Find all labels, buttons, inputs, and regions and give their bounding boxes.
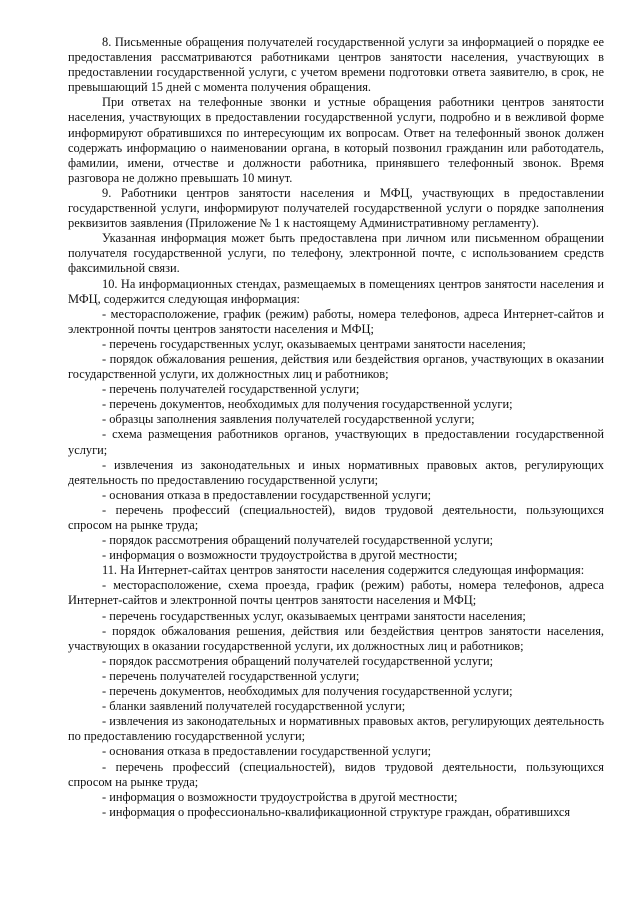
list-item: - перечень получателей государственной услуги;	[102, 668, 360, 683]
paragraph-11-websites: 11. На Интернет-сайтах центров занятости населения содержится следующая информация:	[102, 563, 585, 578]
list-item: - перечень получателей государственной услуги;	[102, 382, 360, 397]
paragraph-phone-answers: При ответах на телефонные звонки и устные обращения работники центров занятости населения, участвующих в предоставлении государственной услуги, подробно и в вежливой форме информируют обратившихся по интересующим их вопросам. Ответ на телефонный звонок должен содержать информацию о наименовании органа, в который позвонил гражданин или работодатель, фамилии, имени, отчестве и должности работника, принявшего телефонный звонок. Время разговора не должно превышать 10 минут.	[68, 95, 604, 185]
list-item: - информация о профессионально-квалификационной структуре граждан, обратившихся	[102, 804, 571, 819]
list-item: - извлечения из законодательных и нормативных правовых актов, регулирующих деятельность по предоставлению государственной услуги;	[68, 714, 604, 744]
paragraph-8-written-requests: 8. Письменные обращения получателей государственной услуги за информацией о порядке ее предоставления рассматриваются работниками центров занятости населения, участвующих в предоставлении государственной услуги, с учетом времени подготовки ответа заявителю, в срок, не превышающий 15 дней с момента получения обращения.	[68, 35, 604, 95]
list-item: - порядок рассмотрения обращений получателей государственной услуги;	[102, 533, 494, 548]
list-item: - перечень государственных услуг, оказываемых центрами занятости населения;	[102, 608, 526, 623]
list-item: - месторасположение, график (режим) работы, номера телефонов, адреса Интернет-сайтов и электронной почты центров занятости населения и МФЦ;	[68, 306, 604, 336]
paragraph-10-info-stands: 10. На информационных стендах, размещаемых в помещениях центров занятости населения и МФЦ, содержится следующая информация:	[68, 276, 604, 306]
list-item: - порядок обжалования решения, действия или бездействия центров занятости населения, участвующих в оказании государственной услуги, их должностных лиц и работников;	[68, 623, 604, 653]
list-item: - порядок рассмотрения обращений получателей государственной услуги;	[102, 653, 494, 668]
list-item: - перечень профессий (специальностей), видов трудовой деятельности, пользующихся спросом на рынке труда;	[68, 759, 604, 789]
list-item: - схема размещения работников органов, участвующих в предоставлении государственной услуги;	[68, 427, 604, 457]
list-item: - перечень государственных услуг, оказываемых центрами занятости населения;	[102, 336, 526, 351]
list-item: - извлечения из законодательных и иных нормативных правовых актов, регулирующих деятельность по предоставлению государственной услуги;	[68, 457, 604, 487]
list-item: - информация о возможности трудоустройства в другой местности;	[102, 789, 458, 804]
list-item: - месторасположение, схема проезда, график (режим) работы, номера телефонов, адреса Интернет-сайтов и электронной почты центров занятости населения и МФЦ;	[68, 578, 604, 608]
list-item: - бланки заявлений получателей государственной услуги;	[102, 699, 406, 714]
paragraph-info-channels: Указанная информация может быть предоставлена при личном или письменном обращении получателя государственной услуги, по телефону, электронной почте, с использованием средств факсимильной связи.	[68, 231, 604, 276]
list-item: - основания отказа в предоставлении государственной услуги;	[102, 487, 432, 502]
list-item: - порядок обжалования решения, действия или бездействия органов, участвующих в оказании государственной услуги, их должностных лиц и работников;	[68, 351, 604, 382]
list-item: - перечень документов, необходимых для получения государственной услуги;	[102, 684, 513, 699]
list-item: - информация о возможности трудоустройства в другой местности;	[102, 548, 458, 563]
list-item: - образцы заполнения заявления получателей государственной услуги;	[102, 412, 475, 427]
paragraph-9-mfc-info: 9. Работники центров занятости населения и МФЦ, участвующих в предоставлении государственной услуги, информируют получателей государственной услуги о порядке заполнения реквизитов заявления (Приложение № 1 к настоящему Административному регламенту).	[68, 185, 604, 231]
list-item: - основания отказа в предоставлении государственной услуги;	[102, 744, 432, 759]
list-item: - перечень документов, необходимых для получения государственной услуги;	[102, 397, 513, 412]
list-item: - перечень профессий (специальностей), видов трудовой деятельности, пользующихся спросом на рынке труда;	[68, 502, 604, 532]
